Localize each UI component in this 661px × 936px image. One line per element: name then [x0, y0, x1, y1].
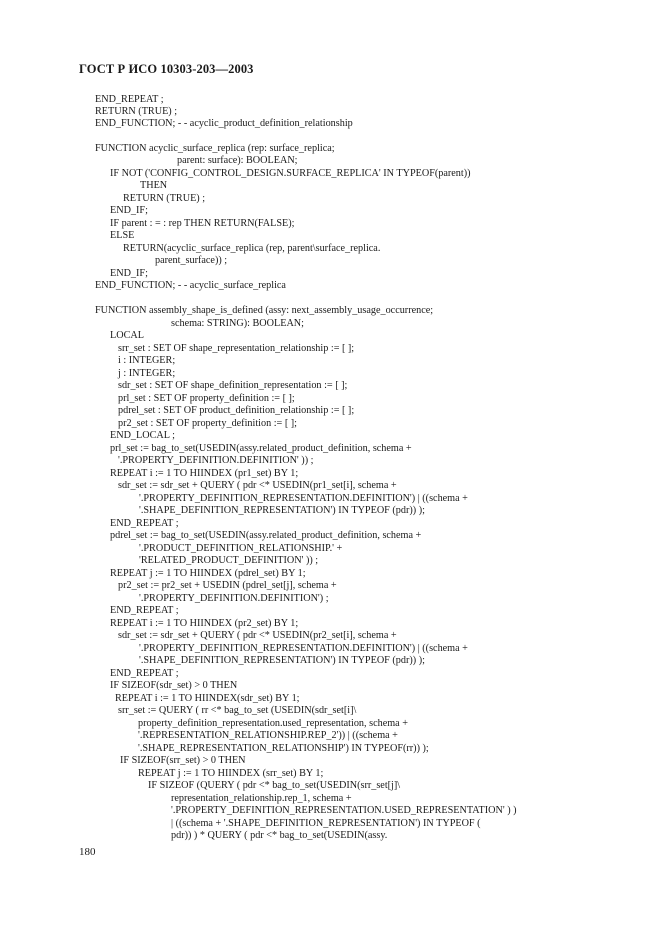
code-line: END_IF;: [110, 268, 148, 279]
code-line: IF SIZEOF(sdr_set) > 0 THEN: [110, 680, 238, 691]
code-line: REPEAT j := 1 TO HIINDEX (pdrel_set) BY 1;: [110, 568, 306, 579]
code-line: '.PROPERTY_DEFINITION.DEFINITION') ;: [139, 593, 329, 604]
code-line: END_LOCAL ;: [110, 430, 175, 441]
code-line: REPEAT j := 1 TO HIINDEX (srr_set) BY 1;: [138, 768, 324, 779]
code-line: pr2_set : SET OF property_definition := [ ];: [118, 418, 298, 429]
code-line: RETURN(acyclic_surface_replica (rep, parent\surface_replica.: [123, 243, 381, 254]
code-line: END_FUNCTION; - - acyclic_surface_replica: [95, 280, 286, 291]
code-line: IF SIZEOF (QUERY ( pdr <* bag_to_set(USEDIN(srr_set[j]\: [148, 780, 401, 791]
code-line: '.SHAPE_DEFINITION_REPRESENTATION') IN TYPEOF (pdr)) );: [139, 655, 425, 666]
code-line: END_REPEAT ;: [95, 94, 164, 105]
code-line: prl_set : SET OF property_definition := [ ];: [118, 393, 295, 404]
code-line: 'RELATED_PRODUCT_DEFINITION' )) ;: [139, 555, 319, 566]
code-line: ELSE: [110, 230, 135, 241]
code-line: '.SHAPE_DEFINITION_REPRESENTATION') IN TYPEOF (pdr)) );: [139, 505, 425, 516]
code-line: REPEAT i := 1 TO HIINDEX (pr2_set) BY 1;: [110, 618, 299, 629]
code-line: LOCAL: [110, 330, 144, 341]
code-line: pdrel_set : SET OF product_definition_relationship := [ ];: [118, 405, 355, 416]
code-line: END_FUNCTION; - - acyclic_product_definition_relationship: [95, 118, 353, 129]
code-line: REPEAT i := 1 TO HIINDEX(sdr_set) BY 1;: [115, 693, 300, 704]
code-line: property_definition_representation.used_representation, schema +: [138, 718, 408, 729]
code-line: END_IF;: [110, 205, 148, 216]
code-line: '.SHAPE_REPRESENTATION_RELATIONSHIP') IN TYPEOF(rr)) );: [138, 743, 429, 754]
code-line: j : INTEGER;: [118, 368, 176, 379]
code-line: '.PROPERTY_DEFINITION.DEFINITION' )) ;: [118, 455, 314, 466]
code-line: IF SIZEOF(srr_set) > 0 THEN: [120, 755, 246, 766]
code-line: RETURN (TRUE) ;: [123, 193, 206, 204]
code-line: pdr)) ) * QUERY ( pdr <* bag_to_set(USEDIN(assy.: [171, 830, 388, 841]
code-line: '.PROPERTY_DEFINITION_REPRESENTATION.USED_REPRESENTATION' ) ): [171, 805, 517, 816]
code-line: IF parent : = : rep THEN RETURN(FALSE);: [110, 218, 295, 229]
code-line: END_REPEAT ;: [110, 605, 179, 616]
code-line: FUNCTION acyclic_surface_replica (rep: surface_replica;: [95, 143, 335, 154]
code-line: srr_set := QUERY ( rr <* bag_to_set (USEDIN(sdr_set[i]\: [118, 705, 357, 716]
code-line: srr_set : SET OF shape_representation_relationship := [ ];: [118, 343, 355, 354]
code-line: | ((schema + '.SHAPE_DEFINITION_REPRESENTATION') IN TYPEOF (: [171, 818, 481, 829]
code-line: '.PROPERTY_DEFINITION_REPRESENTATION.DEFINITION') | ((schema +: [139, 643, 468, 654]
code-line: parent_surface)) ;: [155, 255, 228, 266]
code-line: END_REPEAT ;: [110, 518, 179, 529]
code-line: i : INTEGER;: [118, 355, 176, 366]
code-line: '.PROPERTY_DEFINITION_REPRESENTATION.DEFINITION') | ((schema +: [139, 493, 468, 504]
code-line: representation_relationship.rep_1, schema +: [171, 793, 352, 804]
code-line: pr2_set := pr2_set + USEDIN (pdrel_set[j], schema +: [118, 580, 337, 591]
code-line: IF NOT ('CONFIG_CONTROL_DESIGN.SURFACE_REPLICA' IN TYPEOF(parent)): [110, 168, 471, 179]
code-line: pdrel_set := bag_to_set(USEDIN(assy.related_product_definition, schema +: [110, 530, 422, 541]
code-line: RETURN (TRUE) ;: [95, 106, 178, 117]
code-line: THEN: [140, 180, 168, 191]
document-header: ГОСТ Р ИСО 10303-203—2003: [79, 62, 254, 76]
code-line: parent: surface): BOOLEAN;: [177, 155, 298, 166]
code-line: prl_set := bag_to_set(USEDIN(assy.related_product_definition, schema +: [110, 443, 412, 454]
code-line: REPEAT i := 1 TO HIINDEX (pr1_set) BY 1;: [110, 468, 299, 479]
code-line: '.REPRESENTATION_RELATIONSHIP.REP_2')) | ((schema +: [138, 730, 398, 741]
code-line: sdr_set := sdr_set + QUERY ( pdr <* USEDIN(pr2_set[i], schema +: [118, 630, 397, 641]
code-line: sdr_set : SET OF shape_definition_representation := [ ];: [118, 380, 348, 391]
code-line: sdr_set := sdr_set + QUERY ( pdr <* USEDIN(pr1_set[i], schema +: [118, 480, 397, 491]
code-line: FUNCTION assembly_shape_is_defined (assy: next_assembly_usage_occurrence;: [95, 305, 434, 316]
code-line: '.PRODUCT_DEFINITION_RELATIONSHIP.' +: [139, 543, 343, 554]
code-line: END_REPEAT ;: [110, 668, 179, 679]
page-number: 180: [79, 846, 96, 858]
code-line: schema: STRING): BOOLEAN;: [171, 318, 304, 329]
